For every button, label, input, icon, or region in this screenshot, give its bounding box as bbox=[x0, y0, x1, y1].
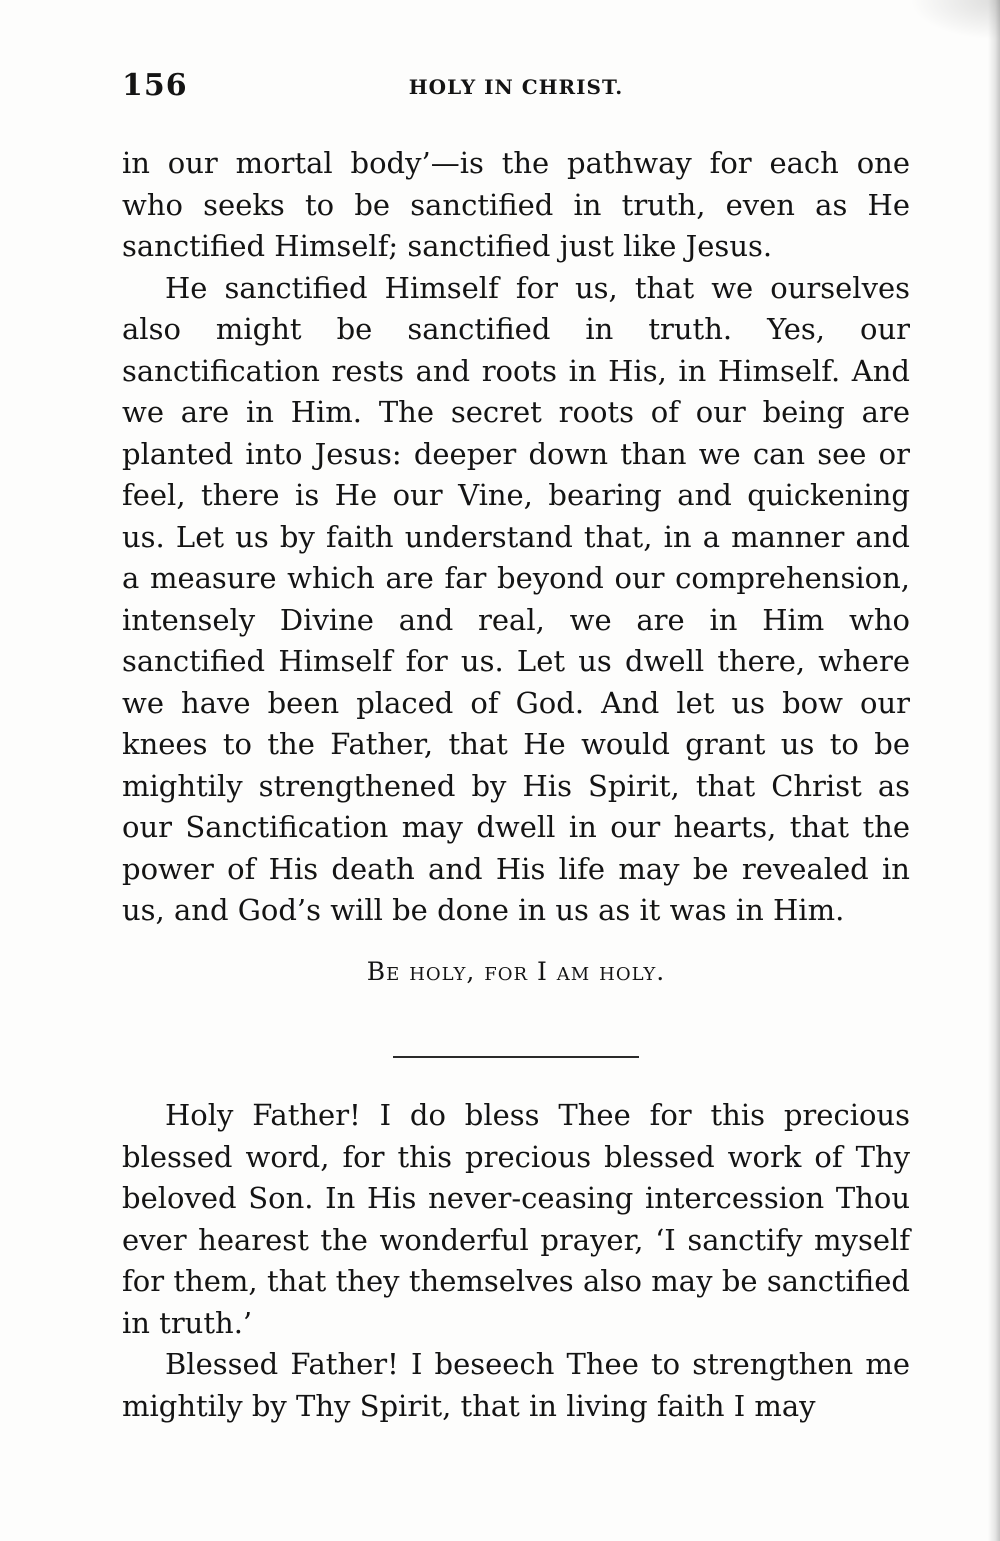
running-title: HOLY IN CHRIST. bbox=[408, 75, 624, 99]
paragraph-continuation: in our mortal body’—is the pathway for each one who seeks to be sanctified in truth, even as He sanctified Himself; sanctified just like Jesus. bbox=[122, 146, 910, 263]
main-text bbox=[122, 143, 910, 932]
prayer-paragraph: Blessed Father! I beseech Thee to strengthen me mightily by Thy Spirit, that in living faith I may bbox=[122, 1347, 910, 1423]
running-head bbox=[122, 66, 910, 106]
scan-edge-shadow bbox=[988, 0, 1000, 1541]
prayer-text bbox=[122, 1095, 910, 1427]
paragraph: He sanctified Himself for us, that we ourselves also might be sanctified in truth. Yes, our sanctification rests and roots in His, in Himself. And we are in Him. The secret roots of our being are planted into Jesus: deeper down than we can see or feel, there is He our Vine, bearing and quickening us. Let us by faith understand that, in a manner and a measure which are far beyond our comprehension, intensely Divine and real, we are in Him who sanctified Himself for us. Let us dwell there, where we have been placed of God. And let us bow our knees to the Father, that He would grant us to be mightily strengthened by His Spirit, that Christ as our Sanctification may dwell in our hearts, that the power of His death and His life may be revealed in us, and God’s will be done in us as it was in Him. bbox=[122, 270, 910, 927]
motto-text: Be holy, for I am holy. bbox=[366, 957, 666, 986]
page-number: 156 bbox=[122, 68, 188, 103]
motto-line bbox=[122, 952, 910, 992]
prayer-paragraph: Holy Father! I do bless Thee for this precious blessed word, for this precious blessed work of Thy beloved Son. In His never-ceasing intercession Thou ever hearest the wonderful prayer, ‘I sanctify myself for them, that they themselves also may be sanctified in truth.’ bbox=[122, 1098, 910, 1340]
section-divider bbox=[393, 1056, 639, 1058]
scan-corner-shading bbox=[910, 0, 1000, 40]
